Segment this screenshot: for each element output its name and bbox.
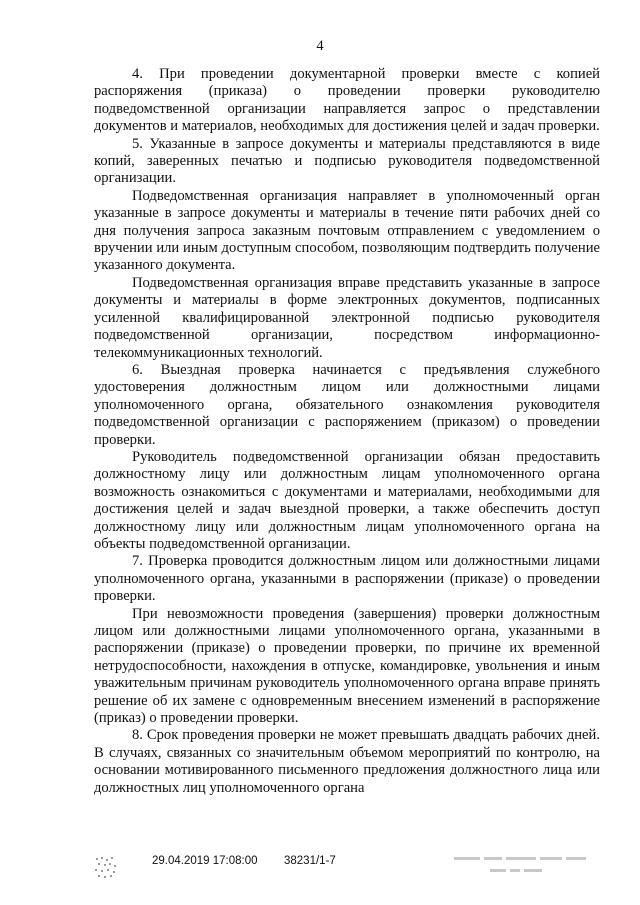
paragraph-8-check-duration: 8. Срок проведения проверки не может превышать двадцать рабочих дней. В случаях, связанных со значительным объемом мероприятий по контролю, на основании мотивированного письменного предложения должностного лица или должностных лиц уполномоченного органа — [94, 727, 600, 796]
paragraph-4-documentary-check: 4. При проведении документарной проверки вместе с копией распоряжения (приказа) о проведении проверки руководителю подведомственной организации направляется запрос о представлении документов и материалов, необходимых для достижения целей и задач проверки. — [94, 66, 600, 135]
document-footer — [0, 853, 640, 893]
paragraph-submission-deadline: Подведомственная организация направляет в уполномоченный орган указанные в запросе документы и материалы в течение пяти рабочих дней со дня получения запроса заказным почтовым отправлением с уведомлением о вручении или иным доступным способом, позволяющим подтвердить получение указанного документа. — [94, 187, 600, 274]
paragraph-7-inspectors: 7. Проверка проводится должностным лицом или должностными лицами уполномоченного органа, указанными в распоряжении (приказе) о проведении проверки. — [94, 553, 600, 605]
document-body — [94, 66, 600, 797]
paragraph-head-obligations: Руководитель подведомственной организации обязан предоставить должностному лицу или должностным лицам уполномоченного органа возможность ознакомиться с документами и материалами, необходимыми для достижения целей и задач выездной проверки, а также обеспечить доступ должностному лицу или должностным лицам уполномоченного органа на объекты подведомственной организации. — [94, 448, 600, 552]
electronic-signature-watermark-icon — [452, 853, 592, 883]
registration-stamp-icon — [92, 855, 122, 881]
page-number: 4 — [316, 38, 324, 54]
paragraph-inspector-replacement: При невозможности проведения (завершения) проверки должностным лицом или должностными лицами уполномоченного органа, указанными в распоряжении (приказе) о проведении проверки, по причине их временной нетрудоспособности, нахождения в отпуске, командировке, увольнения и иным уважительным причинам руководитель уполномоченного органа вправе принять решение об их замене с одновременным внесением изменений в распоряжение (приказ) о проведении проверки. — [94, 605, 600, 727]
footer-registration-number: 38231/1-7 — [284, 855, 336, 867]
paragraph-5-certified-copies: 5. Указанные в запросе документы и материалы представляются в виде копий, заверенных печатью и подписью руководителя подведомственной организации. — [94, 135, 600, 187]
paragraph-electronic-documents: Подведомственная организация вправе представить указанные в запросе документы и материалы в форме электронных документов, подписанных усиленной квалифицированной электронной подписью руководителя подведомственной организации, посредством информационно-телекоммуникационных технологий. — [94, 274, 600, 361]
footer-timestamp: 29.04.2019 17:08:00 — [152, 855, 258, 867]
paragraph-6-onsite-check: 6. Выездная проверка начинается с предъявления служебного удостоверения должностным лицом или должностными лицами уполномоченного органа, обязательного ознакомления руководителя подведомственной организации с распоряжением (приказом) о проведении проверки. — [94, 361, 600, 448]
